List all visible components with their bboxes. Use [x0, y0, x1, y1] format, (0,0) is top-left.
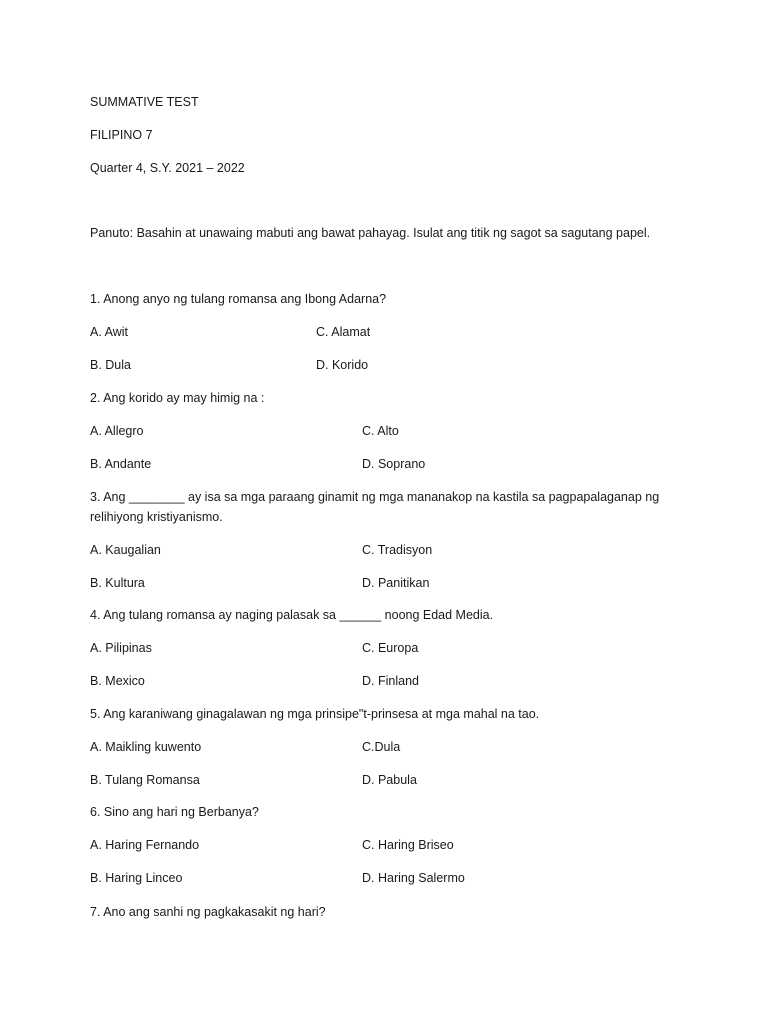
- option-b: B. Dula: [90, 358, 131, 372]
- option-b: B. Tulang Romansa: [90, 773, 200, 787]
- instructions: Panuto: Basahin at unawaing mabuti ang bawat pahayag. Isulat ang titik ng sagot sa sagutang papel.: [90, 226, 651, 240]
- test-title: SUMMATIVE TEST: [90, 95, 199, 109]
- option-c: C. Alamat: [316, 325, 371, 339]
- option-c: C. Alto: [362, 424, 399, 438]
- question-text: 4. Ang tulang romansa ay naging palasak sa ______ noong Edad Media.: [90, 608, 494, 622]
- option-d: D. Panitikan: [362, 576, 430, 590]
- question-text: 6. Sino ang hari ng Berbanya?: [90, 805, 259, 819]
- question-text: 2. Ang korido ay may himig na :: [90, 391, 265, 405]
- option-c: C. Tradisyon: [362, 543, 433, 557]
- option-c: C. Europa: [362, 641, 419, 655]
- subject-label: FILIPINO 7: [90, 128, 153, 142]
- option-a: A. Kaugalian: [90, 543, 161, 557]
- option-d: D. Haring Salermo: [362, 871, 465, 885]
- option-c: C.Dula: [362, 740, 401, 754]
- option-d: D. Korido: [316, 358, 369, 372]
- term-label: Quarter 4, S.Y. 2021 – 2022: [90, 161, 245, 175]
- option-b: B. Kultura: [90, 576, 145, 590]
- option-a: A. Maikling kuwento: [90, 740, 202, 754]
- question-text: 3. Ang ________ ay isa sa mga paraang ginamit ng mga mananakop na kastila sa pagpapalaganap ng relihiyong kristiyanismo.: [90, 490, 660, 524]
- option-c: C. Haring Briseo: [362, 838, 454, 852]
- option-b: B. Mexico: [90, 674, 145, 688]
- option-d: D. Finland: [362, 674, 419, 688]
- question-text: 7. Ano ang sanhi ng pagkakasakit ng hari?: [90, 905, 326, 919]
- question-text: 1. Anong anyo ng tulang romansa ang Ibong Adarna?: [90, 292, 387, 306]
- option-b: B. Haring Linceo: [90, 871, 183, 885]
- option-a: A. Awit: [90, 325, 128, 339]
- option-b: B. Andante: [90, 457, 152, 471]
- question-text: 5. Ang karaniwang ginagalawan ng mga prinsipe"t-prinsesa at mga mahal na tao.: [90, 707, 540, 721]
- option-a: A. Pilipinas: [90, 641, 152, 655]
- option-d: D. Pabula: [362, 773, 417, 787]
- option-d: D. Soprano: [362, 457, 426, 471]
- option-a: A. Allegro: [90, 424, 144, 438]
- option-a: A. Haring Fernando: [90, 838, 200, 852]
